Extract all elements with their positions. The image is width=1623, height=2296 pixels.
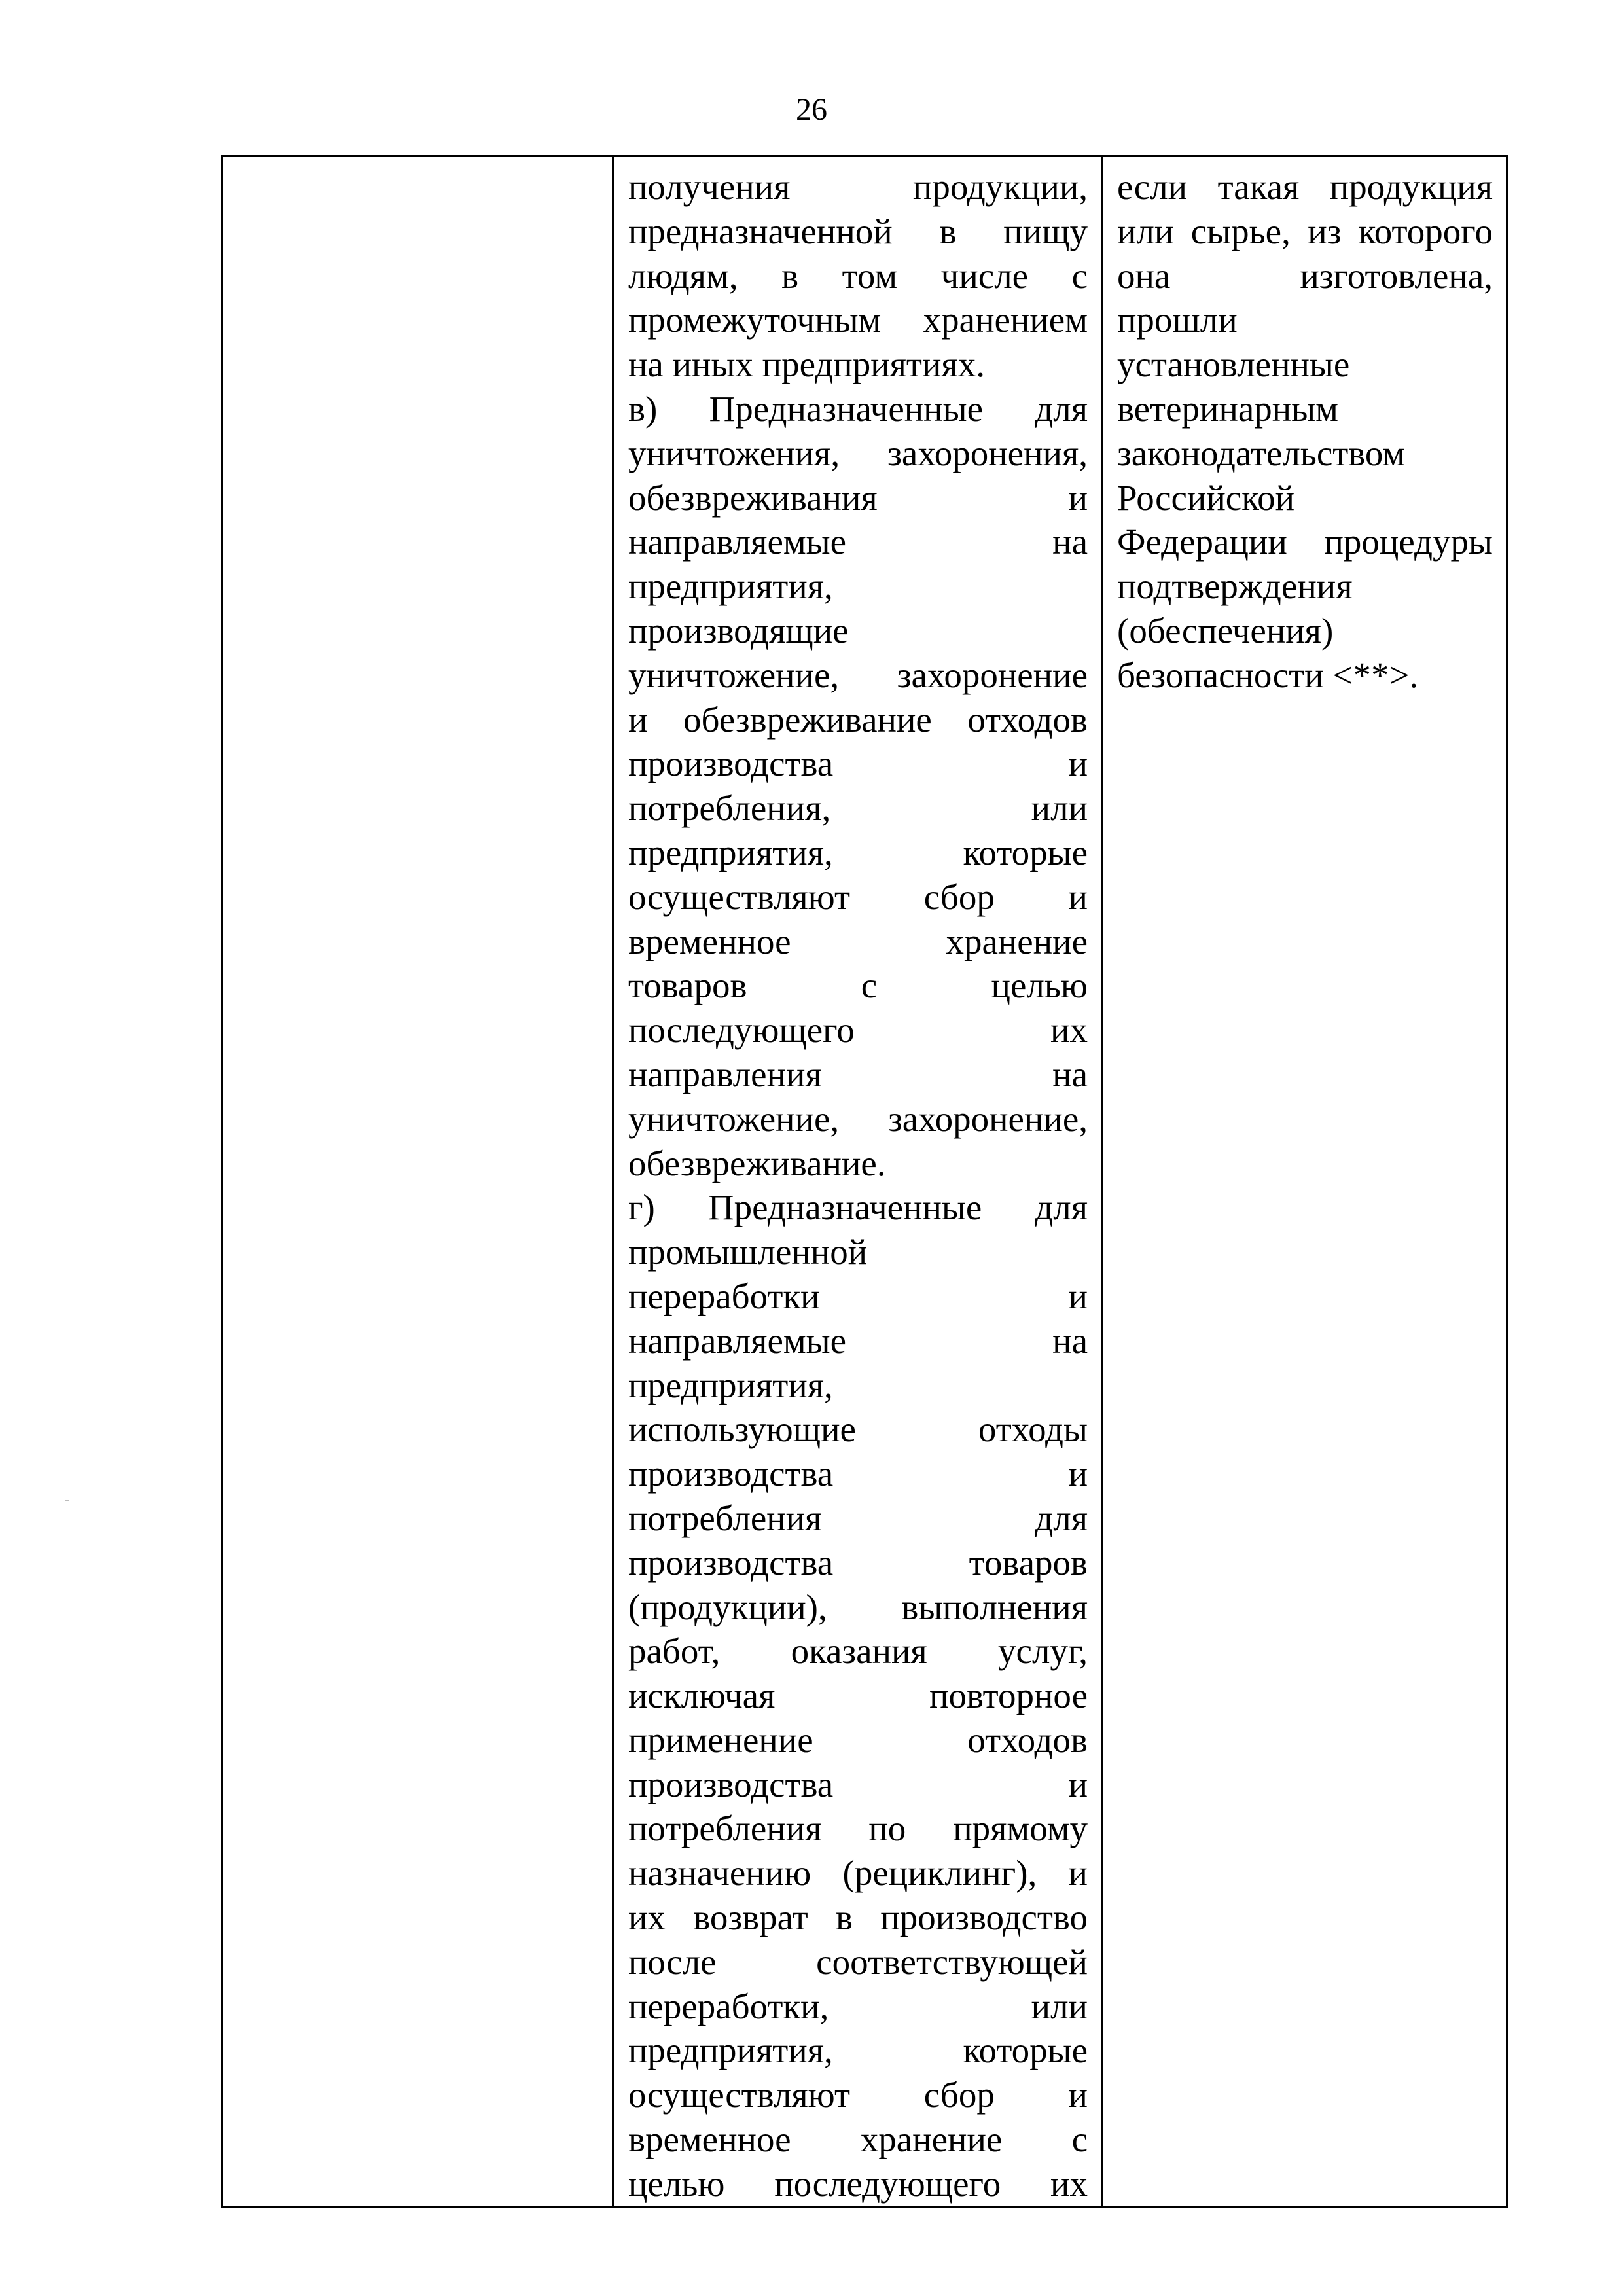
text-line: производства и bbox=[628, 744, 1088, 784]
text-line: потребления по прямому bbox=[628, 1808, 1088, 1849]
text-line: товаров с целью bbox=[628, 965, 1088, 1006]
text-line: их возврат в производство bbox=[628, 1897, 1088, 1938]
text-line: предназначенной в пищу bbox=[628, 211, 1088, 251]
text-line: обезвреживание. bbox=[628, 1143, 886, 1183]
text-line: осуществляют сбор и bbox=[628, 2075, 1088, 2115]
text-line: осуществляют сбор и bbox=[628, 876, 1088, 917]
text-line: потребления для bbox=[628, 1498, 1088, 1538]
table-row bbox=[223, 156, 1507, 2208]
text-line: целью последующего их bbox=[628, 2163, 1088, 2204]
text-line: назначению (рециклинг), и bbox=[628, 1853, 1088, 1893]
text-line: использующие отходы bbox=[628, 1409, 1088, 1450]
table-cell-left-empty bbox=[223, 156, 613, 2208]
text-line: переработки и bbox=[628, 1276, 1088, 1316]
text-line: и обезвреживание отходов bbox=[628, 699, 1088, 740]
text-line: подтверждения bbox=[1117, 566, 1353, 607]
text-line: производства и bbox=[628, 1454, 1088, 1494]
text-line: уничтожение, захоронение, bbox=[628, 1098, 1088, 1139]
text-line: производящие bbox=[628, 610, 849, 651]
text-line: применение отходов bbox=[628, 1719, 1088, 1760]
text-line: людям, в том числе с bbox=[628, 255, 1088, 296]
text-line: потребления, или bbox=[628, 788, 1088, 829]
text-line: законодательством bbox=[1117, 433, 1406, 473]
text-line: ветеринарным bbox=[1117, 388, 1338, 429]
text-line: (продукции), выполнения bbox=[628, 1587, 1088, 1627]
text-line: (обеспечения) bbox=[1117, 610, 1334, 651]
text-line: уничтожения, захоронения, bbox=[628, 433, 1088, 473]
scan-artifact-mark bbox=[65, 1500, 69, 1501]
text-line: производства товаров bbox=[628, 1542, 1088, 1583]
page-number: 26 bbox=[796, 92, 827, 127]
middle-cell-text bbox=[614, 157, 1101, 2206]
text-line: предприятия, bbox=[628, 1365, 833, 1405]
text-line: предприятия, которые bbox=[628, 832, 1088, 872]
text-line: предприятия, bbox=[628, 566, 833, 607]
text-line: промышленной bbox=[628, 1232, 868, 1272]
text-line: направления на bbox=[628, 1054, 1088, 1094]
text-line: последующего их bbox=[628, 1010, 1088, 1050]
table-cell-right bbox=[1102, 156, 1507, 2208]
right-cell-text bbox=[1103, 157, 1506, 698]
text-line: обезвреживания и bbox=[628, 477, 1088, 518]
text-line: исключая повторное bbox=[628, 1676, 1088, 1716]
text-line: направляемые на bbox=[628, 522, 1088, 562]
text-line: установленные bbox=[1117, 344, 1350, 385]
text-line: промежуточным хранением bbox=[628, 300, 1088, 340]
document-table bbox=[221, 155, 1508, 2208]
text-line: временное хранение bbox=[628, 921, 1088, 961]
text-line: временное хранение с bbox=[628, 2119, 1088, 2160]
text-line: получения продукции, bbox=[628, 167, 1088, 207]
text-line: если такая продукция bbox=[1117, 167, 1493, 207]
table-cell-middle bbox=[613, 156, 1102, 2208]
text-line: на иных предприятиях. bbox=[628, 344, 985, 385]
left-cell-text bbox=[223, 157, 612, 165]
text-line: прошли bbox=[1117, 300, 1238, 340]
text-line: г) Предназначенные для bbox=[628, 1187, 1088, 1228]
text-line: Российской bbox=[1117, 477, 1295, 518]
text-line: переработки, или bbox=[628, 1986, 1088, 2026]
text-line: безопасности <**>. bbox=[1117, 655, 1419, 695]
text-line: уничтожение, захоронение bbox=[628, 655, 1088, 695]
text-line: Федерации процедуры bbox=[1117, 522, 1493, 562]
text-line: предприятия, которые bbox=[628, 2030, 1088, 2071]
text-line: после соответствующей bbox=[628, 1941, 1088, 1982]
text-line: она изготовлена, bbox=[1117, 255, 1493, 296]
text-line: или сырье, из которого bbox=[1117, 211, 1493, 251]
text-line: в) Предназначенные для bbox=[628, 388, 1088, 429]
text-line: производства и bbox=[628, 1764, 1088, 1804]
text-line: работ, оказания услуг, bbox=[628, 1631, 1088, 1672]
text-line: направляемые на bbox=[628, 1320, 1088, 1361]
